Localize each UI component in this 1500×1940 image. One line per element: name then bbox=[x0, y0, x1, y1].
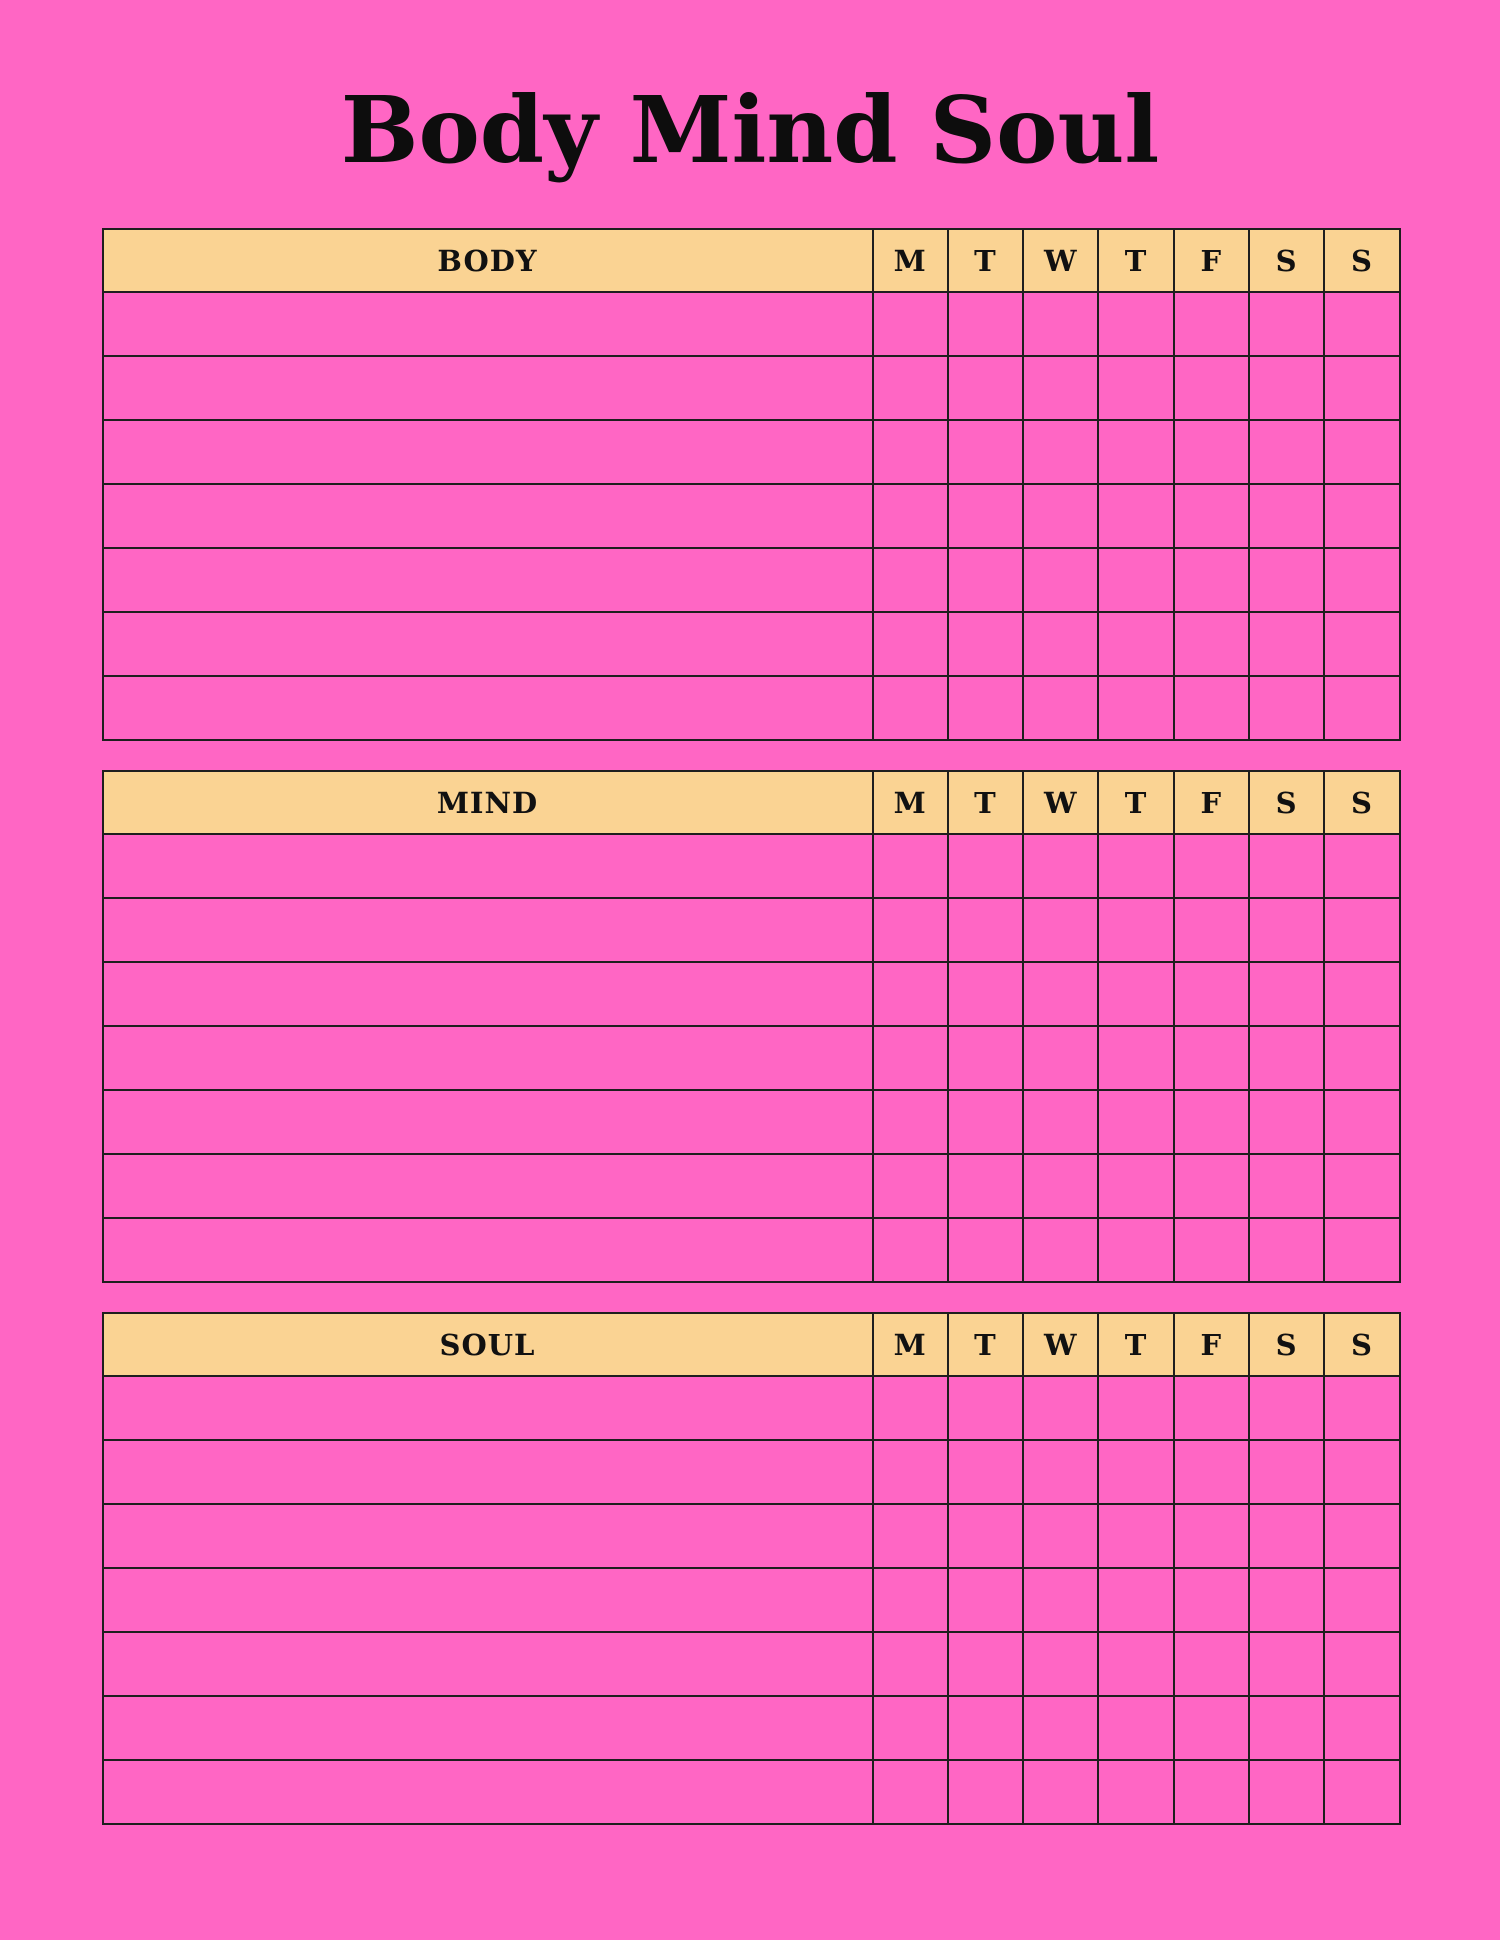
tracking-cell-0[interactable] bbox=[873, 420, 948, 484]
tracking-cell-5[interactable] bbox=[1249, 292, 1324, 356]
tracking-cell-1[interactable] bbox=[948, 1026, 1023, 1090]
tracking-cell-6[interactable] bbox=[1324, 1504, 1399, 1568]
tracking-cell-3[interactable] bbox=[1098, 484, 1173, 548]
habit-name-cell[interactable] bbox=[103, 676, 873, 740]
tracker-row bbox=[103, 1696, 1400, 1760]
tracking-cell-1[interactable] bbox=[948, 1218, 1023, 1282]
tracking-cell-2[interactable] bbox=[1023, 1504, 1098, 1568]
tracking-cell-4[interactable] bbox=[1174, 834, 1249, 898]
tracking-cell-5[interactable] bbox=[1249, 548, 1324, 612]
tracking-cell-1[interactable] bbox=[948, 292, 1023, 356]
habit-name-cell[interactable] bbox=[103, 420, 873, 484]
tracking-cell-4[interactable] bbox=[1174, 1632, 1249, 1696]
day-header-cell-2: W bbox=[1023, 1313, 1098, 1376]
tracking-cell-0[interactable] bbox=[873, 1760, 948, 1824]
page-title: Body Mind Soul bbox=[340, 76, 1160, 184]
tracker-row bbox=[103, 1218, 1400, 1282]
day-header-cell-3: T bbox=[1098, 229, 1173, 292]
tracking-cell-6[interactable] bbox=[1324, 1632, 1399, 1696]
tracking-cell-4[interactable] bbox=[1174, 1154, 1249, 1218]
tracking-cell-3[interactable] bbox=[1098, 1760, 1173, 1824]
section-header-row bbox=[103, 771, 1400, 834]
tracking-cell-3[interactable] bbox=[1098, 1504, 1173, 1568]
section-header-row bbox=[103, 1313, 1400, 1376]
tracking-cell-0[interactable] bbox=[873, 962, 948, 1026]
section-title: SOUL bbox=[103, 1313, 873, 1376]
tracker-table-soul bbox=[102, 1312, 1401, 1825]
day-header-cell-0: M bbox=[873, 1313, 948, 1376]
tracking-cell-0[interactable] bbox=[873, 1440, 948, 1504]
habit-name-cell[interactable] bbox=[103, 548, 873, 612]
tracking-cell-2[interactable] bbox=[1023, 356, 1098, 420]
tracking-cell-0[interactable] bbox=[873, 1154, 948, 1218]
tracking-cell-2[interactable] bbox=[1023, 1696, 1098, 1760]
tracking-cell-0[interactable] bbox=[873, 356, 948, 420]
tracking-cell-1[interactable] bbox=[948, 1504, 1023, 1568]
tracking-cell-1[interactable] bbox=[948, 1440, 1023, 1504]
tracking-cell-1[interactable] bbox=[948, 1632, 1023, 1696]
tracker-sections bbox=[102, 228, 1399, 1825]
tracking-cell-0[interactable] bbox=[873, 834, 948, 898]
tracking-cell-0[interactable] bbox=[873, 612, 948, 676]
tracking-cell-4[interactable] bbox=[1174, 356, 1249, 420]
tracking-cell-0[interactable] bbox=[873, 1376, 948, 1440]
tracking-cell-3[interactable] bbox=[1098, 356, 1173, 420]
habit-name-cell[interactable] bbox=[103, 1760, 873, 1824]
habit-name-cell[interactable] bbox=[103, 1090, 873, 1154]
tracking-cell-2[interactable] bbox=[1023, 1026, 1098, 1090]
tracking-cell-3[interactable] bbox=[1098, 898, 1173, 962]
habit-name-cell[interactable] bbox=[103, 1440, 873, 1504]
day-header-cell-1: T bbox=[948, 229, 1023, 292]
tracking-cell-0[interactable] bbox=[873, 1090, 948, 1154]
day-header-cell-6: S bbox=[1324, 229, 1399, 292]
tracking-cell-6[interactable] bbox=[1324, 1440, 1399, 1504]
section-title: BODY bbox=[103, 229, 873, 292]
tracking-cell-6[interactable] bbox=[1324, 548, 1399, 612]
tracker-row bbox=[103, 548, 1400, 612]
tracking-cell-3[interactable] bbox=[1098, 1376, 1173, 1440]
tracking-cell-4[interactable] bbox=[1174, 548, 1249, 612]
habit-name-cell[interactable] bbox=[103, 1218, 873, 1282]
tracking-cell-1[interactable] bbox=[948, 1154, 1023, 1218]
tracking-cell-1[interactable] bbox=[948, 1090, 1023, 1154]
tracking-cell-3[interactable] bbox=[1098, 834, 1173, 898]
tracker-rows bbox=[103, 834, 1400, 1282]
tracking-cell-2[interactable] bbox=[1023, 420, 1098, 484]
tracking-cell-4[interactable] bbox=[1174, 292, 1249, 356]
tracking-cell-5[interactable] bbox=[1249, 420, 1324, 484]
tracking-cell-5[interactable] bbox=[1249, 676, 1324, 740]
tracker-row bbox=[103, 484, 1400, 548]
tracking-cell-2[interactable] bbox=[1023, 1440, 1098, 1504]
day-header-cell-6: S bbox=[1324, 771, 1399, 834]
tracking-cell-1[interactable] bbox=[948, 676, 1023, 740]
tracking-cell-4[interactable] bbox=[1174, 1760, 1249, 1824]
tracking-cell-3[interactable] bbox=[1098, 292, 1173, 356]
habit-name-cell[interactable] bbox=[103, 484, 873, 548]
tracker-table-body bbox=[102, 228, 1401, 741]
tracking-cell-4[interactable] bbox=[1174, 962, 1249, 1026]
tracker-row bbox=[103, 962, 1400, 1026]
tracking-cell-4[interactable] bbox=[1174, 1090, 1249, 1154]
tracking-cell-4[interactable] bbox=[1174, 1440, 1249, 1504]
tracking-cell-4[interactable] bbox=[1174, 1026, 1249, 1090]
tracker-rows bbox=[103, 292, 1400, 740]
tracking-cell-1[interactable] bbox=[948, 898, 1023, 962]
tracking-cell-6[interactable] bbox=[1324, 1090, 1399, 1154]
habit-name-cell[interactable] bbox=[103, 292, 873, 356]
day-header-cell-4: F bbox=[1174, 1313, 1249, 1376]
tracking-cell-6[interactable] bbox=[1324, 356, 1399, 420]
tracking-cell-5[interactable] bbox=[1249, 1218, 1324, 1282]
tracker-row bbox=[103, 898, 1400, 962]
tracking-cell-4[interactable] bbox=[1174, 898, 1249, 962]
tracker-row bbox=[103, 1026, 1400, 1090]
habit-name-cell[interactable] bbox=[103, 1154, 873, 1218]
tracking-cell-1[interactable] bbox=[948, 612, 1023, 676]
day-header-cell-0: M bbox=[873, 771, 948, 834]
day-header-cell-5: S bbox=[1249, 229, 1324, 292]
tracking-cell-5[interactable] bbox=[1249, 1090, 1324, 1154]
tracking-cell-5[interactable] bbox=[1249, 484, 1324, 548]
day-header-cell-5: S bbox=[1249, 1313, 1324, 1376]
tracking-cell-4[interactable] bbox=[1174, 1376, 1249, 1440]
tracking-cell-6[interactable] bbox=[1324, 1376, 1399, 1440]
tracker-rows bbox=[103, 1376, 1400, 1824]
tracking-cell-6[interactable] bbox=[1324, 420, 1399, 484]
tracking-cell-6[interactable] bbox=[1324, 484, 1399, 548]
tracker-row bbox=[103, 1568, 1400, 1632]
tracking-cell-2[interactable] bbox=[1023, 834, 1098, 898]
habit-name-cell[interactable] bbox=[103, 612, 873, 676]
habit-name-cell[interactable] bbox=[103, 1376, 873, 1440]
tracking-cell-0[interactable] bbox=[873, 676, 948, 740]
day-header-cell-4: F bbox=[1174, 771, 1249, 834]
tracking-cell-6[interactable] bbox=[1324, 1026, 1399, 1090]
habit-name-cell[interactable] bbox=[103, 1696, 873, 1760]
tracking-cell-4[interactable] bbox=[1174, 612, 1249, 676]
tracker-row bbox=[103, 420, 1400, 484]
day-header-cell-1: T bbox=[948, 1313, 1023, 1376]
day-header-cell-3: T bbox=[1098, 1313, 1173, 1376]
tracking-cell-3[interactable] bbox=[1098, 962, 1173, 1026]
tracking-cell-6[interactable] bbox=[1324, 1218, 1399, 1282]
tracking-cell-1[interactable] bbox=[948, 420, 1023, 484]
tracking-cell-0[interactable] bbox=[873, 292, 948, 356]
tracking-cell-6[interactable] bbox=[1324, 834, 1399, 898]
tracking-cell-6[interactable] bbox=[1324, 1154, 1399, 1218]
tracking-cell-0[interactable] bbox=[873, 1218, 948, 1282]
tracker-row bbox=[103, 356, 1400, 420]
tracking-cell-2[interactable] bbox=[1023, 1218, 1098, 1282]
tracking-cell-5[interactable] bbox=[1249, 612, 1324, 676]
tracking-cell-3[interactable] bbox=[1098, 1090, 1173, 1154]
day-header-cell-2: W bbox=[1023, 771, 1098, 834]
tracker-table-mind bbox=[102, 770, 1401, 1283]
tracking-cell-5[interactable] bbox=[1249, 1026, 1324, 1090]
tracking-cell-2[interactable] bbox=[1023, 898, 1098, 962]
habit-name-cell[interactable] bbox=[103, 898, 873, 962]
tracking-cell-1[interactable] bbox=[948, 1376, 1023, 1440]
tracking-cell-2[interactable] bbox=[1023, 676, 1098, 740]
tracking-cell-6[interactable] bbox=[1324, 898, 1399, 962]
day-header-cell-5: S bbox=[1249, 771, 1324, 834]
day-header-cell-4: F bbox=[1174, 229, 1249, 292]
tracking-cell-2[interactable] bbox=[1023, 962, 1098, 1026]
tracker-row bbox=[103, 676, 1400, 740]
habit-name-cell[interactable] bbox=[103, 1632, 873, 1696]
habit-name-cell[interactable] bbox=[103, 356, 873, 420]
tracking-cell-2[interactable] bbox=[1023, 548, 1098, 612]
tracking-cell-5[interactable] bbox=[1249, 1632, 1324, 1696]
tracking-cell-3[interactable] bbox=[1098, 1154, 1173, 1218]
tracking-cell-1[interactable] bbox=[948, 1760, 1023, 1824]
tracking-cell-6[interactable] bbox=[1324, 612, 1399, 676]
tracking-cell-0[interactable] bbox=[873, 1632, 948, 1696]
tracking-cell-5[interactable] bbox=[1249, 1154, 1324, 1218]
section-title: MIND bbox=[103, 771, 873, 834]
tracking-cell-0[interactable] bbox=[873, 484, 948, 548]
tracking-cell-0[interactable] bbox=[873, 1504, 948, 1568]
tracking-cell-5[interactable] bbox=[1249, 834, 1324, 898]
tracking-cell-2[interactable] bbox=[1023, 1632, 1098, 1696]
tracking-cell-3[interactable] bbox=[1098, 1218, 1173, 1282]
tracking-cell-0[interactable] bbox=[873, 1026, 948, 1090]
tracking-cell-4[interactable] bbox=[1174, 420, 1249, 484]
tracking-cell-3[interactable] bbox=[1098, 548, 1173, 612]
tracking-cell-5[interactable] bbox=[1249, 898, 1324, 962]
tracking-cell-2[interactable] bbox=[1023, 1154, 1098, 1218]
tracker-row bbox=[103, 1504, 1400, 1568]
tracking-cell-5[interactable] bbox=[1249, 962, 1324, 1026]
tracking-cell-3[interactable] bbox=[1098, 420, 1173, 484]
tracking-cell-5[interactable] bbox=[1249, 1568, 1324, 1632]
tracker-row bbox=[103, 1090, 1400, 1154]
tracking-cell-3[interactable] bbox=[1098, 1632, 1173, 1696]
section-header-row bbox=[103, 229, 1400, 292]
tracking-cell-1[interactable] bbox=[948, 1568, 1023, 1632]
tracking-cell-5[interactable] bbox=[1249, 1440, 1324, 1504]
tracker-row bbox=[103, 1632, 1400, 1696]
tracking-cell-3[interactable] bbox=[1098, 612, 1173, 676]
day-header-cell-0: M bbox=[873, 229, 948, 292]
tracking-cell-5[interactable] bbox=[1249, 356, 1324, 420]
habit-name-cell[interactable] bbox=[103, 1026, 873, 1090]
tracking-cell-4[interactable] bbox=[1174, 1696, 1249, 1760]
tracking-cell-3[interactable] bbox=[1098, 1440, 1173, 1504]
tracking-cell-6[interactable] bbox=[1324, 1696, 1399, 1760]
tracking-cell-0[interactable] bbox=[873, 898, 948, 962]
day-header-cell-3: T bbox=[1098, 771, 1173, 834]
tracking-cell-1[interactable] bbox=[948, 962, 1023, 1026]
tracking-cell-2[interactable] bbox=[1023, 1090, 1098, 1154]
tracking-cell-1[interactable] bbox=[948, 356, 1023, 420]
tracking-cell-6[interactable] bbox=[1324, 1568, 1399, 1632]
day-header-cell-2: W bbox=[1023, 229, 1098, 292]
tracking-cell-5[interactable] bbox=[1249, 1696, 1324, 1760]
habit-name-cell[interactable] bbox=[103, 1568, 873, 1632]
tracker-row bbox=[103, 834, 1400, 898]
tracking-cell-6[interactable] bbox=[1324, 292, 1399, 356]
tracking-cell-1[interactable] bbox=[948, 548, 1023, 612]
tracking-cell-6[interactable] bbox=[1324, 676, 1399, 740]
tracker-row bbox=[103, 1376, 1400, 1440]
tracking-cell-2[interactable] bbox=[1023, 1568, 1098, 1632]
day-header-cell-6: S bbox=[1324, 1313, 1399, 1376]
tracking-cell-1[interactable] bbox=[948, 484, 1023, 548]
tracking-cell-6[interactable] bbox=[1324, 962, 1399, 1026]
tracking-cell-2[interactable] bbox=[1023, 1376, 1098, 1440]
tracking-cell-2[interactable] bbox=[1023, 292, 1098, 356]
tracking-cell-4[interactable] bbox=[1174, 1568, 1249, 1632]
tracking-cell-3[interactable] bbox=[1098, 1696, 1173, 1760]
tracking-cell-3[interactable] bbox=[1098, 1568, 1173, 1632]
tracker-row bbox=[103, 1154, 1400, 1218]
habit-name-cell[interactable] bbox=[103, 834, 873, 898]
tracking-cell-4[interactable] bbox=[1174, 484, 1249, 548]
habit-name-cell[interactable] bbox=[103, 1504, 873, 1568]
tracking-cell-2[interactable] bbox=[1023, 612, 1098, 676]
tracker-row bbox=[103, 1440, 1400, 1504]
tracking-cell-5[interactable] bbox=[1249, 1376, 1324, 1440]
tracking-cell-2[interactable] bbox=[1023, 484, 1098, 548]
tracking-cell-0[interactable] bbox=[873, 1568, 948, 1632]
tracking-cell-2[interactable] bbox=[1023, 1760, 1098, 1824]
tracking-cell-4[interactable] bbox=[1174, 1504, 1249, 1568]
tracking-cell-5[interactable] bbox=[1249, 1504, 1324, 1568]
habit-name-cell[interactable] bbox=[103, 962, 873, 1026]
tracking-cell-1[interactable] bbox=[948, 1696, 1023, 1760]
tracking-cell-3[interactable] bbox=[1098, 1026, 1173, 1090]
tracking-cell-0[interactable] bbox=[873, 1696, 948, 1760]
tracking-cell-3[interactable] bbox=[1098, 676, 1173, 740]
tracker-row bbox=[103, 292, 1400, 356]
day-header-cell-1: T bbox=[948, 771, 1023, 834]
tracking-cell-1[interactable] bbox=[948, 834, 1023, 898]
tracking-cell-5[interactable] bbox=[1249, 1760, 1324, 1824]
tracking-cell-4[interactable] bbox=[1174, 1218, 1249, 1282]
tracker-row bbox=[103, 612, 1400, 676]
tracker-row bbox=[103, 1760, 1400, 1824]
tracking-cell-4[interactable] bbox=[1174, 676, 1249, 740]
tracking-cell-0[interactable] bbox=[873, 548, 948, 612]
tracking-cell-6[interactable] bbox=[1324, 1760, 1399, 1824]
